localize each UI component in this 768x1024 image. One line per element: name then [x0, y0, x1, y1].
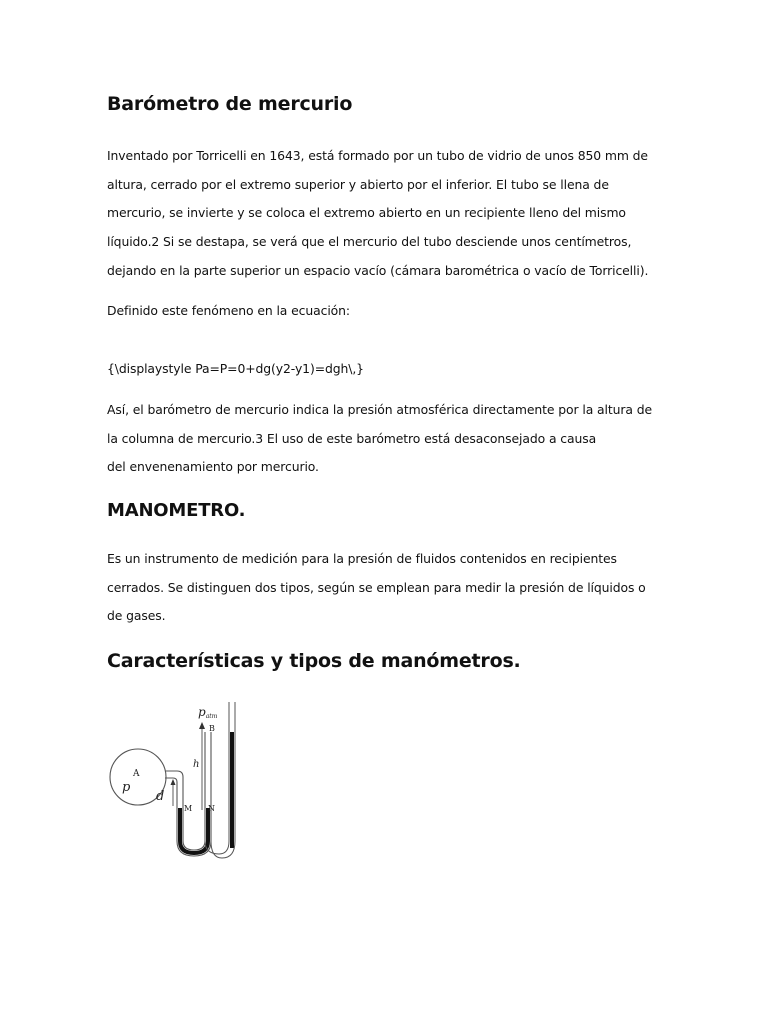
paragraph-definido	[107, 297, 667, 326]
u-tube-left-outer	[177, 732, 211, 856]
text-line: Así, el barómetro de mercurio indica la presión atmosférica directamente por la altura de	[107, 402, 652, 417]
text-line: altura, cerrado por el extremo superior y abierto por el inferior. El tubo se llena de	[107, 176, 609, 192]
text-line: Definido este fenómeno en la ecuación:	[107, 303, 350, 318]
manometer-svg	[107, 698, 247, 863]
paragraph-barometro-intro	[107, 142, 667, 286]
text-line: del envenenamiento por mercurio.	[107, 459, 319, 474]
label-d: d	[156, 789, 165, 804]
u-tube-right-open	[229, 702, 235, 732]
label-p: p	[122, 780, 131, 795]
label-n: N	[208, 804, 215, 813]
label-a: A	[133, 769, 140, 779]
section-title-caracteristicas: Características y tipos de manómetros.	[107, 650, 521, 672]
text-line: líquido.2 Si se destapa, se verá que el mercurio del tubo desciende unos centímetros,	[107, 234, 632, 250]
equation-text	[107, 355, 667, 384]
d-arrow-head	[171, 779, 176, 785]
section-title-manometro: MANOMETRO.	[107, 500, 246, 521]
h-arrow-head	[199, 722, 205, 729]
manometer-diagram	[107, 698, 247, 863]
label-m: M	[184, 804, 193, 813]
label-h: h	[193, 759, 200, 770]
text-line: Inventado por Torricelli en 1643, está formado por un tubo de vidrio de unos 850 mm de	[107, 148, 648, 163]
label-patm: patm	[198, 705, 218, 720]
connector-pipe-inner	[165, 778, 177, 807]
text-line: Es un instrumento de medición para la presión de fluidos contenidos en recipientes	[107, 551, 617, 566]
text-line: de gases.	[107, 608, 166, 623]
text-line: {\displaystyle Pa=P=0+dg(y2-y1)=dgh\,}	[107, 361, 364, 376]
text-line: la columna de mercurio.3 El uso de este barómetro está desaconsejado a causa	[107, 430, 597, 446]
text-line: cerrados. Se distinguen dos tipos, según se emplean para medir la presión de líquidos o	[107, 579, 646, 595]
label-b: B	[209, 724, 215, 733]
text-line: mercurio, se invierte y se coloca el extremo abierto en un recipiente lleno del mismo	[107, 205, 626, 221]
section-title-barometro: Barómetro de mercurio	[107, 93, 353, 115]
paragraph-manometro	[107, 545, 667, 631]
text-line: dejando en la parte superior un espacio vacío (cámara barométrica o vacío de Torricelli).	[107, 262, 649, 278]
paragraph-barometro-uso	[107, 396, 667, 482]
connector-pipe-outer	[165, 771, 183, 807]
